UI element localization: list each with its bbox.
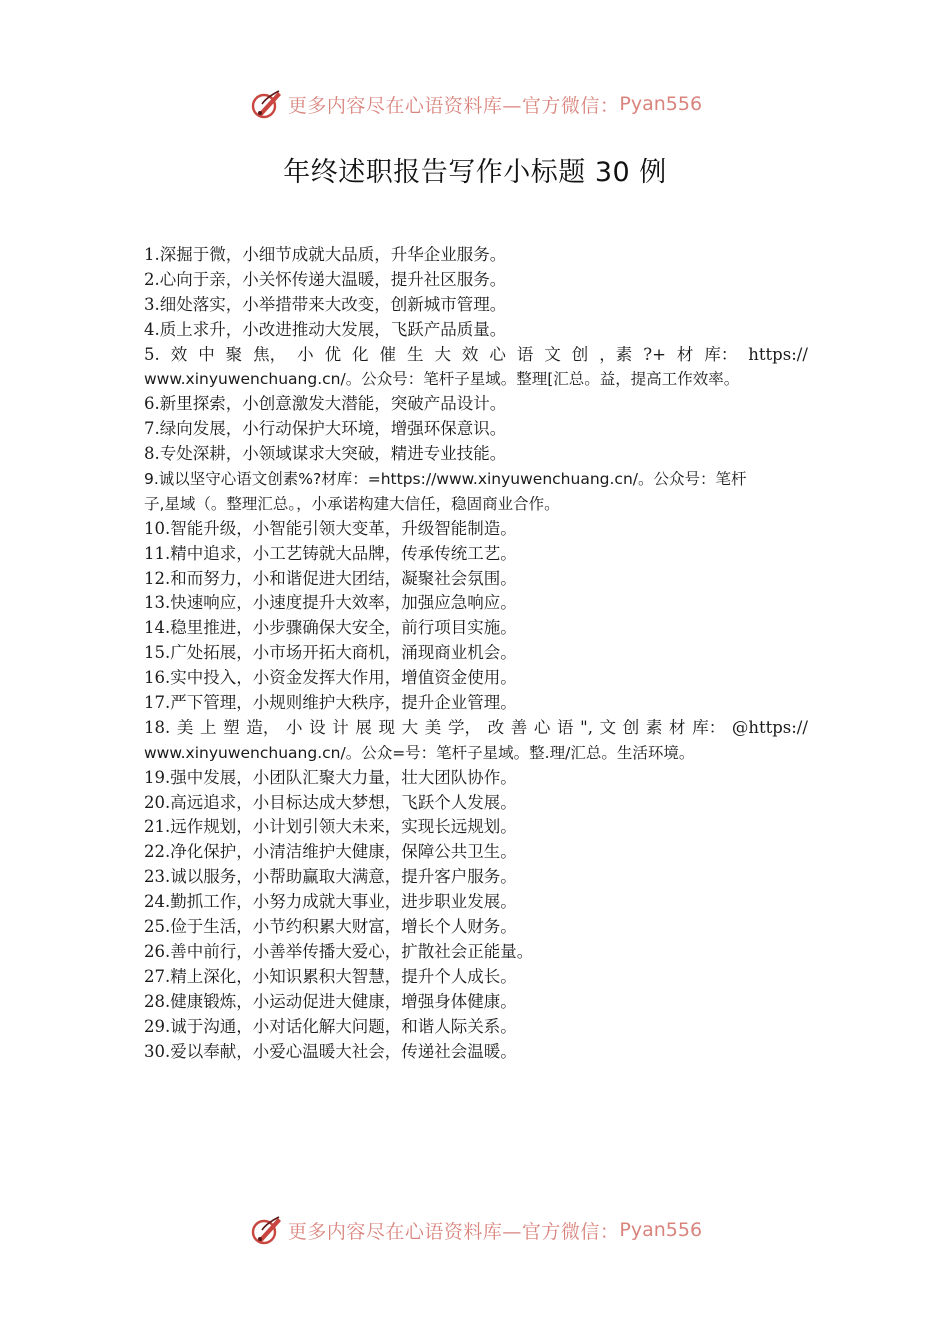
content-list (144, 243, 808, 1064)
list-item: 19.强中发展，小团队汇聚大力量，壮大团队协作。 (144, 767, 517, 787)
list-item: 4.质上求升，小改进推动大发展，飞跃产品质量。 (144, 319, 507, 339)
list-item: 26.善中前行，小善举传播大爱心，扩散社会正能量。 (144, 941, 534, 961)
list-item-justified: 18. 美 上 塑 造， 小 设 计 展 现 大 美 学， 改 善 心 语 ", 文 创 素 材 库： @https:// (144, 717, 808, 737)
list-item: 1.深掘于微，小细节成就大品质，升华企业服务。 (144, 245, 507, 264)
list-item: 16.实中投入，小资金发挥大作用，增值资金使用。 (144, 668, 517, 688)
list-item: 12.和而努力，小和谐促进大团结，凝聚社会氛围。 (144, 568, 517, 588)
list-item: www.xinyuwenchuang.cn/。公众号：笔杆子星域。整理[汇总。益，提高工作效率。 (144, 370, 740, 389)
header-wechat-id: Pyan556 (619, 93, 703, 115)
list-item: 23.诚以服务，小帮助赢取大满意，提升客户服务。 (144, 867, 517, 887)
footer-banner-text: 更多内容尽在心语资料库—官方微信： (287, 1220, 620, 1243)
list-item: 8.专处深耕，小领域谋求大突破，精进专业技能。 (144, 444, 507, 464)
list-item-justified: 5. 效 中 聚 焦， 小 优 化 催 生 大 效 心 语 文 创 ，素 ?+ 材 库： https:// (144, 344, 808, 364)
list-item: 21.远作规划，小计划引领大未来，实现长远规划。 (144, 817, 517, 837)
list-item: 11.精中追求，小工艺铸就大品牌，传承传统工艺。 (144, 543, 517, 563)
quill-logo-icon (248, 86, 284, 122)
footer-wechat-id: Pyan556 (619, 1219, 703, 1241)
list-item: 25.俭于生活，小节约积累大财富，增长个人财务。 (144, 917, 517, 937)
list-item: 13.快速响应，小速度提升大效率，加强应急响应。 (144, 593, 517, 613)
list-item: 30.爱以奉献，小爱心温暖大社会，传递社会温暖。 (144, 1041, 517, 1061)
footer-banner (0, 1208, 950, 1252)
list-item: 子,星域（。整理汇总。，小承诺构建大信任，稳固商业合作。 (144, 494, 560, 513)
list-item: 24.勤抓工作，小努力成就大事业，进步职业发展。 (144, 892, 517, 912)
list-item: 17.严下管理，小规则维护大秩序，提升企业管理。 (144, 693, 517, 713)
list-item: www.xinyuwenchuang.cn/。公众=号：笔杆子星域。整.理/汇总。生活环境。 (144, 743, 695, 762)
list-item: 20.高远追求，小目标达成大梦想，飞跃个人发展。 (144, 792, 517, 812)
list-item: 27.精上深化，小知识累积大智慧，提升个人成长。 (144, 966, 517, 986)
list-item: 7.绿向发展，小行动保护大环境，增强环保意识。 (144, 419, 507, 439)
header-banner-text: 更多内容尽在心语资料库—官方微信： (287, 94, 620, 117)
list-item: 29.诚于沟通，小对话化解大问题，和谐人际关系。 (144, 1016, 517, 1036)
list-item: 14.稳里推进，小步骤确保大安全，前行项目实施。 (144, 618, 517, 638)
list-item: 3.细处落实，小举措带来大改变，创新城市管理。 (144, 294, 507, 314)
list-item: 10.智能升级，小智能引领大变革，升级智能制造。 (144, 518, 517, 538)
quill-logo-icon (248, 1212, 284, 1248)
page-title: 年终述职报告写作小标题 30 例 (283, 157, 667, 188)
list-item: 28.健康锻炼，小运动促进大健康，增强身体健康。 (144, 991, 517, 1011)
list-item: 2.心向于亲，小关怀传递大温暖，提升社区服务。 (144, 269, 507, 289)
list-item: 22.净化保护，小清洁维护大健康，保障公共卫生。 (144, 842, 517, 862)
list-item: 9.诚以坚守心语文创素%?材库：=https://www.xinyuwenchuang.cn/。公众号：笔杆 (144, 470, 747, 489)
list-item: 15.广处拓展，小市场开拓大商机，涌现商业机会。 (144, 643, 517, 663)
header-banner (0, 82, 950, 126)
list-item: 6.新里探索，小创意激发大潜能，突破产品设计。 (144, 394, 507, 414)
